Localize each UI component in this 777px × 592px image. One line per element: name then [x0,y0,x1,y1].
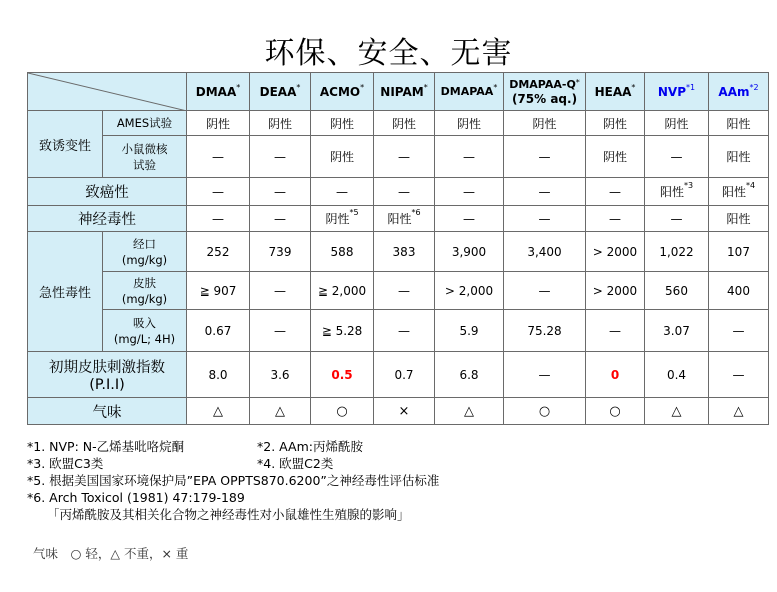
cell: △ [187,398,250,425]
cell: > 2000 [586,232,645,272]
col-header: NIPAM* [374,73,435,111]
group-label-mutagenicity: 致诱变性 [28,111,103,178]
cell: 阳性$^{*4}$ [709,178,769,206]
cell: — [435,178,504,206]
cell: — [250,310,311,352]
odor-legend: 气味 ○ 轻，△ 不重，× 重 [33,546,189,561]
cell: — [504,272,586,310]
cell: — [586,178,645,206]
cell: 739 [250,232,311,272]
group-label-pii: 初期皮肤刺激指数 (P.I.I) [28,352,187,398]
cell: × [374,398,435,425]
cell: 560 [645,272,709,310]
sub-label-inhalation: 吸入 (mg/L; 4H) [103,310,187,352]
cell: 0 [586,352,645,398]
row-carcinogenicity [28,178,769,206]
cell: — [250,178,311,206]
cell: — [250,272,311,310]
toxicity-table [27,72,769,425]
col-header: DMAA* [187,73,250,111]
cell: 0.7 [374,352,435,398]
col-header: DMAPAA* [435,73,504,111]
cell: — [187,178,250,206]
cell: 0.67 [187,310,250,352]
col-header: HEAA* [586,73,645,111]
cell: 阴性 [645,111,709,136]
col-header: DMAPAA-Q* (75% aq.) [504,73,586,111]
cell: 3,400 [504,232,586,272]
cell: > 2000 [586,272,645,310]
cell: 阴性 [187,111,250,136]
cell: 75.28 [504,310,586,352]
cell: △ [250,398,311,425]
cell: 3.07 [645,310,709,352]
cell: — [645,136,709,178]
footnote-6: *6. Arch Toxicol (1981) 47:179-189 [27,490,245,505]
cell: 0.4 [645,352,709,398]
cell: — [504,206,586,232]
footnotes [27,438,439,523]
cell: — [187,206,250,232]
cell: — [374,136,435,178]
sub-label-dermal: 皮肤 (mg/kg) [103,272,187,310]
cell: — [435,206,504,232]
cell: — [435,136,504,178]
row-micronucleus [28,136,769,178]
group-label-neurotoxicity: 神经毒性 [28,206,187,232]
cell: 阴性$^{*5}$ [311,206,374,232]
footnote-2: *2. AAm:丙烯酰胺 [257,439,363,454]
cell: 阴性 [504,111,586,136]
cell: 383 [374,232,435,272]
cell: △ [435,398,504,425]
cell: ○ [504,398,586,425]
cell: ≧ 907 [187,272,250,310]
row-pii [28,352,769,398]
footnote-1: *1. NVP: N-乙烯基吡咯烷酮 [27,439,185,454]
cell: 8.0 [187,352,250,398]
cell: 6.8 [435,352,504,398]
row-inhalation [28,310,769,352]
sub-label-oral: 经口 (mg/kg) [103,232,187,272]
cell: 1,022 [645,232,709,272]
cell: 阴性 [586,136,645,178]
cell: > 2,000 [435,272,504,310]
cell: — [645,206,709,232]
cell: 阴性 [586,111,645,136]
group-label-odor: 气味 [28,398,187,425]
row-odor [28,398,769,425]
cell: 阳性 [709,136,769,178]
col-header: ACMO* [311,73,374,111]
cell: — [504,136,586,178]
corner-cell [28,73,187,111]
cell: 3,900 [435,232,504,272]
cell: 252 [187,232,250,272]
cell: 3.6 [250,352,311,398]
cell: — [586,206,645,232]
cell: 阴性 [374,111,435,136]
cell: ○ [586,398,645,425]
footnote-3: *3. 欧盟C3类 [27,456,104,471]
row-dermal [28,272,769,310]
cell: — [709,310,769,352]
sub-label-micronucleus: 小鼠微核 试验 [103,136,187,178]
row-ames [28,111,769,136]
footnote-6-detail: 「丙烯酰胺及其相关化合物之神经毒性对小鼠雄性生殖腺的影响」 [47,507,410,522]
col-header: DEAA* [250,73,311,111]
cell: ≧ 2,000 [311,272,374,310]
col-header: NVP$^{*1}$ [645,73,709,111]
cell: 阴性 [311,111,374,136]
cell: 阴性 [435,111,504,136]
cell: 5.9 [435,310,504,352]
page-title: 环保、安全、无害 [264,36,513,71]
cell: 107 [709,232,769,272]
cell: — [504,352,586,398]
cell: 阳性$^{*6}$ [374,206,435,232]
row-oral [28,232,769,272]
cell: 400 [709,272,769,310]
cell: — [374,310,435,352]
cell: ○ [311,398,374,425]
cell: — [187,136,250,178]
cell: — [374,272,435,310]
group-label-acute-toxicity: 急性毒性 [28,232,103,352]
sub-label-ames: AMES试验 [103,111,187,136]
cell: 0.5 [311,352,374,398]
cell: 阳性 [709,206,769,232]
footnote-5: *5. 根据美国国家环境保护局”EPA OPPTS870.6200”之神经毒性评估标准 [27,473,440,488]
group-label-carcinogenicity: 致癌性 [28,178,187,206]
cell: 阳性$^{*3}$ [645,178,709,206]
cell: — [250,206,311,232]
cell: ≧ 5.28 [311,310,374,352]
row-neurotoxicity [28,206,769,232]
cell: — [311,178,374,206]
header-row [28,73,769,111]
footnote-4: *4. 欧盟C2类 [257,456,334,471]
cell: — [586,310,645,352]
col-header: AAm$^{*2}$ [709,73,769,111]
cell: — [250,136,311,178]
diagonal-line [28,73,187,111]
cell: — [709,352,769,398]
cell: 阴性 [311,136,374,178]
cell: 阳性 [709,111,769,136]
cell: △ [645,398,709,425]
cell: 588 [311,232,374,272]
cell: — [374,178,435,206]
cell: △ [709,398,769,425]
cell: 阴性 [250,111,311,136]
cell: — [504,178,586,206]
